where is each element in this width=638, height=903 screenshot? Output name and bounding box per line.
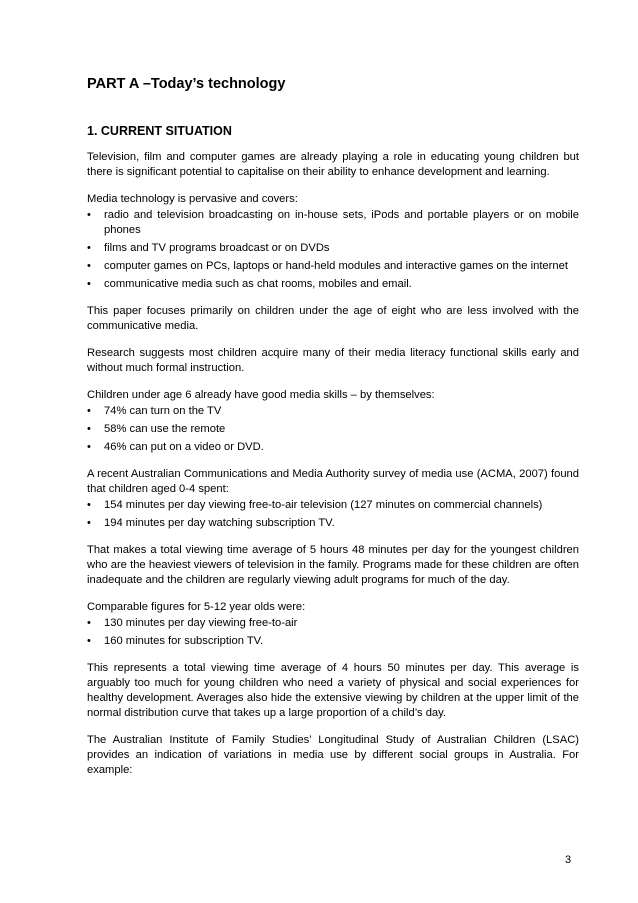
bullet-icon: • [87, 635, 91, 647]
bullet-icon: • [87, 617, 91, 629]
list-item: • radio and television broadcasting on in-house sets, iPods and portable players or on mobile phones [87, 209, 579, 236]
list-item: • 194 minutes per day watching subscription TV. [87, 517, 335, 529]
list-item: • 130 minutes per day viewing free-to-air [87, 617, 298, 629]
acma-intro-paragraph: A recent Australian Communications and Media Authority survey of media use (ACMA, 2007) found that children aged 0-4 spent: [87, 468, 579, 495]
total-older-paragraph: This represents a total viewing time average of 4 hours 50 minutes per day. This average is arguably too much for young children who need a variety of physical and social experiences for healthy development. Averages also hide the extensive viewing by children at the upper limit of the normal distribution curve that takes up a large proportion of a child’s day. [87, 662, 579, 719]
bullet-icon: • [87, 517, 91, 529]
section-title: 1. CURRENT SITUATION [87, 124, 232, 138]
bullet-icon: • [87, 242, 91, 254]
under6-intro-paragraph: Children under age 6 already have good media skills – by themselves: [87, 389, 435, 401]
media-list [87, 208, 579, 292]
media-intro-paragraph: Media technology is pervasive and covers: [87, 193, 298, 205]
list-item: • 46% can put on a video or DVD. [87, 441, 264, 453]
bullet-icon: • [87, 423, 91, 435]
bullet-icon: • [87, 441, 91, 453]
list-item: • 154 minutes per day viewing free-to-air television (127 minutes on commercial channels) [87, 499, 543, 511]
bullet-icon: • [87, 209, 91, 221]
under6-list [87, 404, 579, 455]
lsac-paragraph: The Australian Institute of Family Studies’ Longitudinal Study of Australian Children (LSAC) provides an indication of variations in media use by different social groups in Australia. For example: [87, 734, 579, 776]
bullet-icon: • [87, 260, 91, 272]
total-young-paragraph: That makes a total viewing time average of 5 hours 48 minutes per day for the youngest children who are the heaviest viewers of television in the family. Programs made for these children are often inadequate and the children are regularly viewing adult programs for much of the day. [87, 544, 579, 586]
bullet-icon: • [87, 499, 91, 511]
bullet-icon: • [87, 405, 91, 417]
intro-paragraph: Television, film and computer games are already playing a role in educating young children but there is significant potential to capitalise on their ability to enhance development and learning. [87, 151, 579, 178]
research-paragraph: Research suggests most children acquire many of their media literacy functional skills early and without much formal instruction. [87, 347, 579, 374]
older-list [87, 616, 579, 649]
list-item: • communicative media such as chat rooms, mobiles and email. [87, 278, 412, 290]
bullet-icon: • [87, 278, 91, 290]
list-item: • 160 minutes for subscription TV. [87, 635, 264, 647]
list-item: • computer games on PCs, laptops or hand-held modules and interactive games on the internet [87, 260, 568, 272]
older-intro-paragraph: Comparable figures for 5-12 year olds were: [87, 601, 306, 613]
part-title: PART A –Today’s technology [87, 76, 286, 92]
acma-list [87, 498, 579, 531]
document-page [87, 74, 579, 790]
page-number: 3 [565, 854, 572, 866]
focus-paragraph: This paper focuses primarily on children under the age of eight who are less involved with the communicative media. [87, 305, 579, 332]
list-item: • 58% can use the remote [87, 423, 226, 435]
list-item: • 74% can turn on the TV [87, 405, 222, 417]
list-item: • films and TV programs broadcast or on DVDs [87, 242, 330, 254]
